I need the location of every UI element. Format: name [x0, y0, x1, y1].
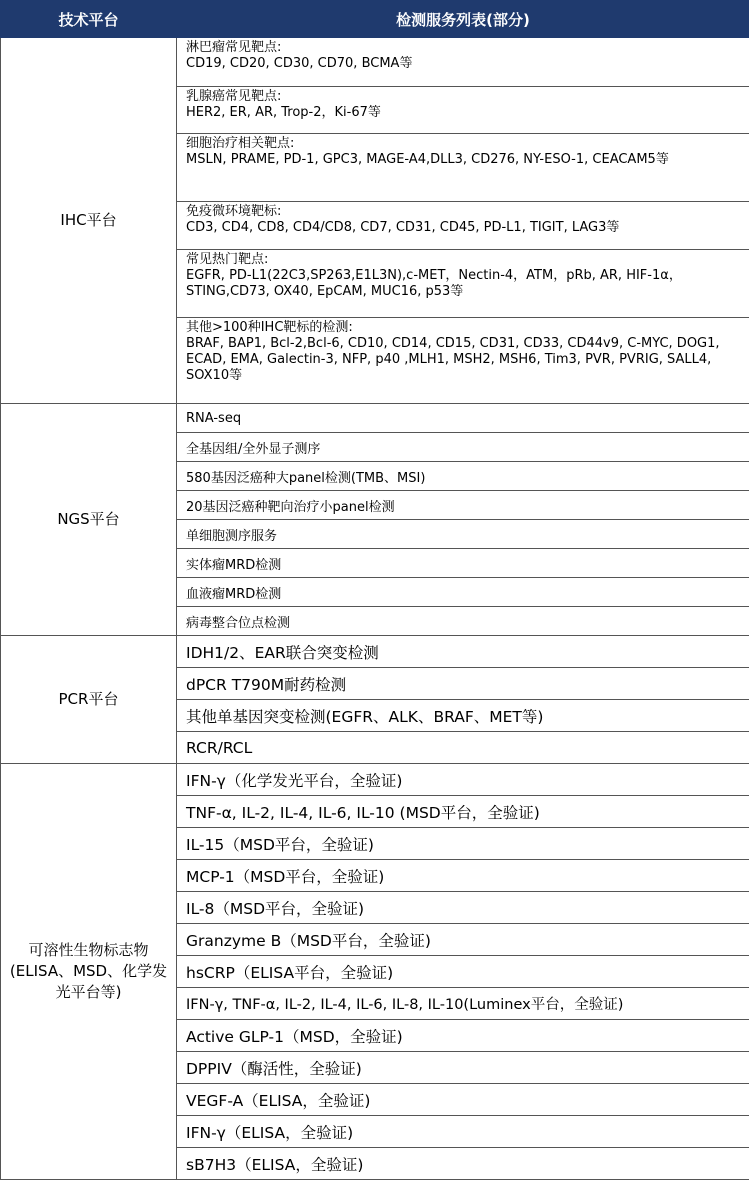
ihc-text: CD19, CD20, CD30, CD70, BCMA等 [186, 56, 413, 71]
ihc-title: 细胞治疗相关靶点: [186, 136, 295, 151]
table-row [1, 38, 749, 87]
ihc-text: EGFR, PD-L1(22C3,SP263,E1L3N),c-MET，Nectin-4，ATM，pRb, AR, HIF-1α，STING,CD73, OX40, EpCAM, MUC16, p53等 [186, 268, 682, 299]
platform-soluble: 可溶性生物标志物(ELISA、MSD、化学发光平台等) [1, 764, 177, 1180]
platform-ihc: IHC平台 [1, 38, 177, 404]
ihc-title: 淋巴瘤常见靶点: [186, 40, 282, 55]
table-row [1, 764, 749, 796]
soluble-item: hsCRP（ELISA平台，全验证) [177, 956, 749, 988]
pcr-item: IDH1/2、EAR联合突变检测 [177, 636, 749, 668]
ngs-item: 血液瘤MRD检测 [177, 578, 749, 607]
pcr-item: 其他单基因突变检测(EGFR、ALK、BRAF、MET等) [177, 700, 749, 732]
soluble-item: VEGF-A（ELISA，全验证) [177, 1084, 749, 1116]
ngs-item: 单细胞测序服务 [177, 520, 749, 549]
ngs-item: 20基因泛癌种靶向治疗小panel检测 [177, 491, 749, 520]
ihc-text: MSLN, PRAME, PD-1, GPC3, MAGE-A4,DLL3, CD276, NY-ESO-1, CEACAM5等 [186, 152, 669, 167]
ihc-cell [177, 38, 749, 87]
pcr-item: dPCR T790M耐药检测 [177, 668, 749, 700]
ihc-text: BRAF, BAP1, Bcl-2,Bcl-6, CD10, CD14, CD15, CD31, CD33, CD44v9, C-MYC, DOG1, ECAD, EMA, Galectin-3, NFP, p40 ,MLH1, MSH2, MSH6, Tim3, PVR, PVRIG, SALL4, SOX10等 [186, 336, 720, 383]
ihc-cell [177, 87, 749, 134]
ihc-cell [177, 202, 749, 250]
soluble-item: DPPIV（酶活性，全验证) [177, 1052, 749, 1084]
ihc-cell [177, 250, 749, 318]
table-row [1, 636, 749, 668]
pcr-item: RCR/RCL [177, 732, 749, 764]
soluble-item: IFN-γ（ELISA，全验证) [177, 1116, 749, 1148]
ngs-item: 实体瘤MRD检测 [177, 549, 749, 578]
ihc-text: CD3, CD4, CD8, CD4/CD8, CD7, CD31, CD45, PD-L1, TIGIT, LAG3等 [186, 220, 620, 235]
ihc-title: 免疫微环境靶标: [186, 204, 282, 219]
soluble-item: IL-8（MSD平台，全验证) [177, 892, 749, 924]
soluble-item: IL-15（MSD平台，全验证) [177, 828, 749, 860]
soluble-item: MCP-1（MSD平台，全验证) [177, 860, 749, 892]
soluble-item: Active GLP-1（MSD，全验证) [177, 1020, 749, 1052]
ngs-item: 全基因组/全外显子测序 [177, 433, 749, 462]
ihc-title: 乳腺癌常见靶点: [186, 89, 282, 104]
header-services: 检测服务列表(部分) [177, 1, 749, 38]
ihc-cell [177, 318, 749, 404]
header-row [1, 1, 749, 38]
platform-ngs: NGS平台 [1, 404, 177, 636]
soluble-item: sB7H3（ELISA，全验证) [177, 1148, 749, 1180]
header-platform: 技术平台 [1, 1, 177, 38]
ihc-title: 常见热门靶点: [186, 252, 269, 267]
ihc-title: 其他>100种IHC靶标的检测: [186, 320, 353, 335]
soluble-item: TNF-α, IL-2, IL-4, IL-6, IL-10 (MSD平台，全验证) [177, 796, 749, 828]
soluble-item: Granzyme B（MSD平台，全验证) [177, 924, 749, 956]
platform-pcr: PCR平台 [1, 636, 177, 764]
ihc-text: HER2, ER, AR, Trop-2，Ki-67等 [186, 105, 381, 120]
ihc-cell [177, 134, 749, 202]
ngs-item: 580基因泛癌种大panel检测(TMB、MSI) [177, 462, 749, 491]
ngs-item: RNA-seq [177, 404, 749, 433]
ngs-item: 病毒整合位点检测 [177, 607, 749, 636]
soluble-item: IFN-γ, TNF-α, IL-2, IL-4, IL-6, IL-8, IL-10(Luminex平台，全验证) [177, 988, 749, 1020]
table-row [1, 404, 749, 433]
soluble-item: IFN-γ（化学发光平台，全验证) [177, 764, 749, 796]
